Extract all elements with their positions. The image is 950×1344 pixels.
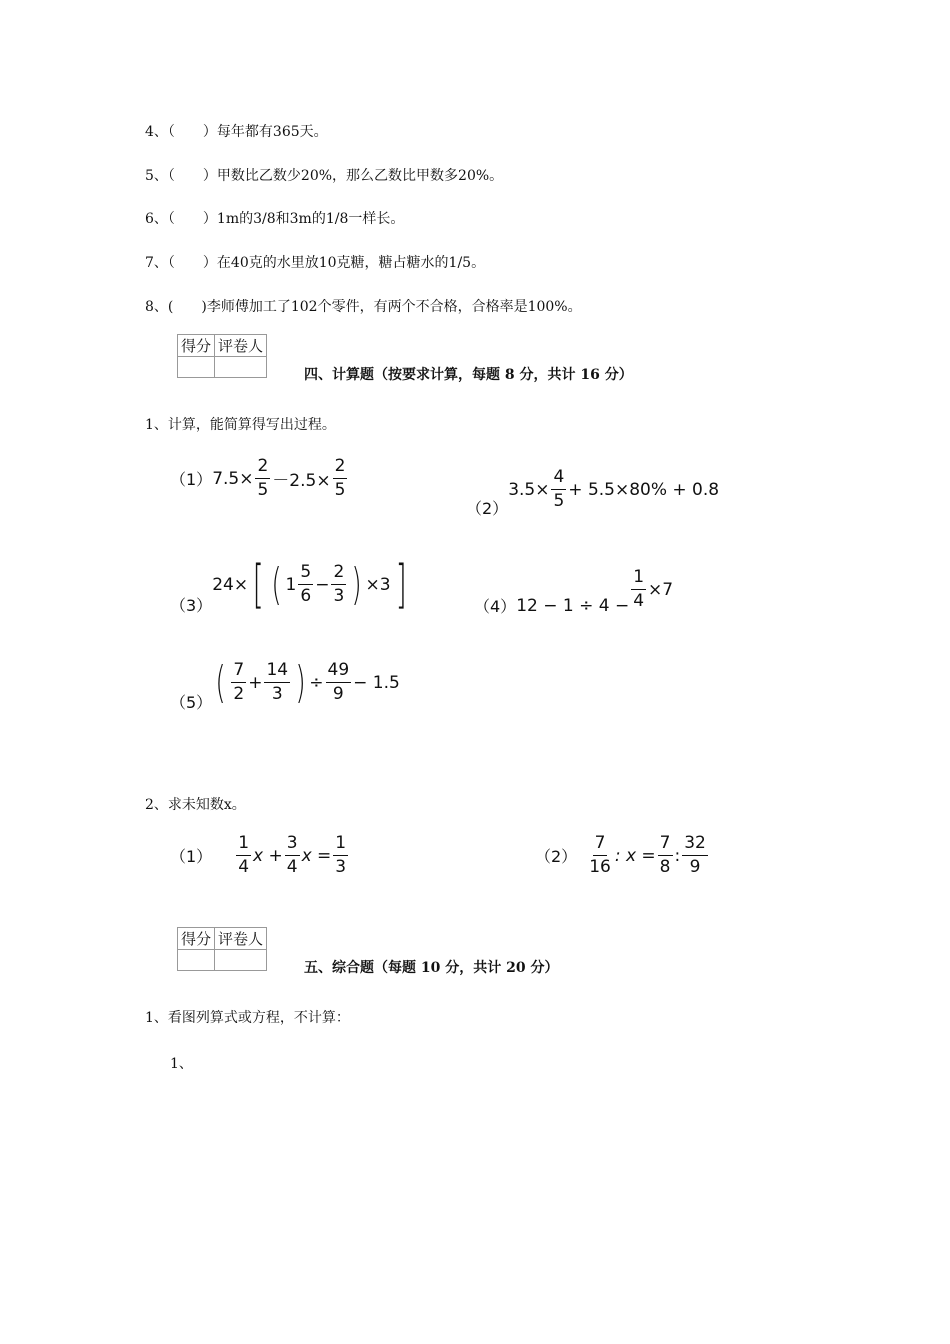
math-text: 12 − 1 ÷ 4 − (516, 595, 630, 616)
fraction: $\frac{7}{16}$ (589, 833, 611, 877)
section-title: 四、计算题（按要求计算，每题 8 分，共计 16 分） (304, 367, 633, 383)
problem-label: （2） (466, 499, 509, 518)
score-label: 得分 (178, 335, 215, 357)
fraction: $\frac{5}{6}$ (300, 562, 312, 606)
math-text: ×7 (648, 579, 674, 600)
math-text: 3.5× (508, 479, 550, 500)
grader-label: 评卷人 (215, 335, 267, 357)
math-text: + 5.5×80% + 0.8 (568, 479, 720, 500)
fraction: $\frac{7}{8}$ (659, 833, 671, 877)
problem-label: （2） (535, 847, 578, 866)
right-paren: ) (295, 656, 306, 708)
math-text: + (248, 672, 263, 693)
problem-label: （5） (170, 693, 213, 712)
math-text: − (315, 574, 330, 595)
calc-problem-2 (466, 460, 719, 519)
fraction: $\frac{7}{2}$ (233, 660, 245, 704)
math-text: : (674, 845, 681, 866)
equation-1 (170, 835, 350, 876)
math-text: 7.5× (212, 468, 254, 489)
grader-cell[interactable] (215, 950, 267, 971)
fraction: $\frac{32}{9}$ (684, 833, 706, 877)
fraction: $\frac{14}{3}$ (266, 660, 289, 704)
right-paren: ) (351, 558, 363, 610)
grader-label: 评卷人 (215, 928, 267, 950)
tf-item: 4、（ ）每年都有365天。 (145, 124, 328, 140)
calc-problem-4 (474, 562, 673, 617)
problem-label: （1） (170, 470, 213, 489)
score-cell[interactable] (178, 357, 215, 378)
question-text: 1、计算，能简算得写出过程。 (145, 417, 336, 433)
math-text: : x = (614, 845, 656, 866)
equation-2 (535, 835, 710, 876)
left-paren: ( (215, 656, 226, 708)
score-box (177, 927, 267, 971)
problem-label: （4） (474, 597, 517, 616)
problem-label: （3） (170, 596, 213, 615)
tf-item: 5、（ ）甲数比乙数少20%，那么乙数比甲数多20%。 (145, 168, 504, 184)
math-text: x + (253, 845, 283, 866)
fraction: $\frac{2}{3}$ (333, 562, 345, 606)
math-text: ÷ (309, 672, 324, 693)
fraction: $\frac{2}{5}$ (257, 456, 269, 500)
score-cell[interactable] (178, 950, 215, 971)
sub-question-label: 1、 (170, 1056, 193, 1072)
tf-item: 6、（ ）1m的3/8和3m的1/8一样长。 (145, 211, 405, 227)
section-title: 五、综合题（每题 10 分，共计 20 分） (304, 960, 559, 976)
fraction: $\frac{3}{4}$ (286, 833, 298, 877)
score-label: 得分 (178, 928, 215, 950)
fraction: $\frac{49}{9}$ (327, 660, 350, 704)
tf-item: 7、（ ）在40克的水里放10克糖，糖占糖水的1/5。 (145, 255, 486, 271)
tf-item: 8、( )李师傅加工了102个零件，有两个不合格，合格率是100%。 (145, 299, 582, 315)
math-text: ×3 (365, 574, 391, 595)
grader-cell[interactable] (215, 357, 267, 378)
fraction: $\frac{1}{4}$ (238, 833, 250, 877)
math-text: x = (301, 845, 332, 866)
calc-problem-5 (170, 652, 400, 713)
left-bracket: [ (252, 554, 264, 615)
math-text: 24× (212, 574, 249, 595)
question-text: 2、求未知数x。 (145, 797, 246, 813)
right-bracket: ] (395, 554, 407, 615)
fraction: $\frac{1}{3}$ (335, 833, 347, 877)
problem-label: （1） (170, 847, 213, 866)
fraction: $\frac{1}{4}$ (633, 567, 645, 611)
math-text: －2.5× (272, 471, 331, 491)
math-text: − 1.5 (353, 672, 400, 693)
question-text: 1、看图列算式或方程，不计算： (145, 1010, 350, 1026)
calc-problem-1 (170, 458, 349, 499)
calc-problem-3 (170, 553, 411, 616)
left-paren: ( (271, 558, 283, 610)
fraction: $\frac{2}{5}$ (334, 456, 346, 500)
fraction: $\frac{4}{5}$ (553, 467, 565, 511)
math-text: 1 (285, 574, 297, 595)
score-box (177, 334, 267, 378)
